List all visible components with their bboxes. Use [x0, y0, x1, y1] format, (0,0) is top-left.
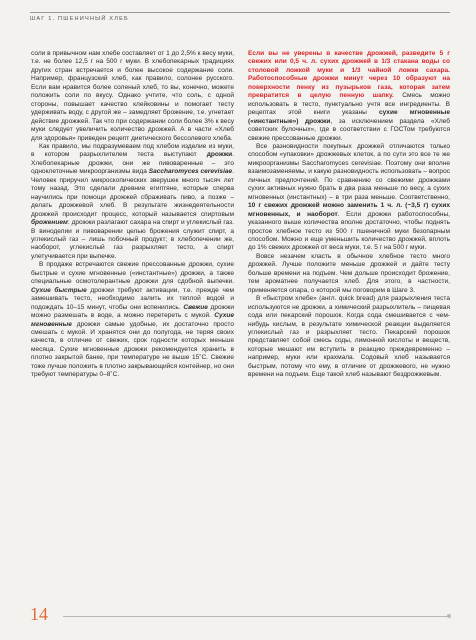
emphasized-text: Сухие быстрые	[31, 286, 87, 294]
emphasized-text: брожением	[31, 219, 68, 227]
emphasized-text: Saccharomyces cerevisiae	[148, 168, 233, 176]
body-text: соли в привычном нам хлебе составляет от 1 до 2,5% к весу муки, т.е. не более 12,5 г на 500 г муки. В хлебопекарных традициях других стран встречается и более высокое содержание соли. Например, французский хлеб, как правило, солонее русского. Если вам нравится более соленый хлеб, то вы, конечно, можете положить соли по вкусу. Однако учтите, что соль, с одной стороны, повышает качество клейковины и помогает тесту удерживать воду, с другой же – замедляет брожение, т.е. угнетает действие дрожжей. Так что при содержании соли более 3% к весу муки следует увеличить количество дрожжей. А в части «Хлеб для здоровья» приведен рецепт диетического бессолевого хлеба.	[31, 50, 234, 142]
paragraph	[31, 50, 234, 143]
body-text: . Хлебопекарные дрожжи, они же пивоваренные – это одноклеточные микроорганизмы вида	[31, 151, 234, 176]
header-rule	[30, 12, 450, 13]
body-text: В продаже встречаются свежие прессованные дрожжи, сухие быстрые и сухие мгновенные («инстантные») дрожжи, а также специальные осмотолерантные дрожжи для сдобной выпечки.	[31, 261, 234, 286]
body-text: Все разновидности покупных дрожжей отличаются только способом «упаковки» дрожжевых клеток, а по сути это все те же микроорганизмы Saccharomyces cerevisiae. Поэтому они вполне взаимозаменяемы, и какую разновидность использовать – вопрос личных предпочтений. По сравнению со свежими дрожжами сухих активных нужно брать в два раза меньше по весу, а сухих мгновенных (инстантных) – в три раза меньше. Соответственно,	[248, 142, 450, 201]
body-text: Смесь можно использовать в тесто, пунктуально учтя все ингредиенты. В рецептах этой книги указаны	[248, 92, 450, 117]
paragraph	[31, 261, 234, 379]
page-number: 14	[30, 604, 48, 624]
body-text: дрожжи самые удобные, их достаточно просто смешать с мукой. И хранятся они до полугода, не теряя своих качеств, в отличие от свежих, срок годности которых меньше месяца. Сухие мгновенные дрожжи рекомендуется хранить в плотно закрытой банке, при температуре не выше 15˚С. Свежие тоже лучше положить в плотно закрывающийся контейнер, но они требуют температуры 0–8˚С.	[31, 320, 234, 379]
footer-dot	[447, 614, 451, 618]
paragraph	[248, 143, 450, 253]
left-column	[31, 50, 234, 380]
paragraph	[248, 50, 450, 143]
emphasized-text: Свежие	[183, 303, 208, 311]
footer-rule	[63, 616, 451, 617]
body-text: Как правило, мы подразумеваем под хлебом изделие из муки, в котором разрыхлителем теста выступают	[31, 142, 234, 159]
body-text: . Человек приручил микроскопических зверушек много тысяч лет тому назад. Это сделали древние египтяне, которые сперва научились при помощи дрожжей сбраживать пиво, а позже – делать дрожжевой хлеб. В результате жизнедеятельности дрожжей происходит процесс, который называется спиртовым	[31, 168, 234, 218]
emphasized-text: дрожжи	[206, 151, 233, 159]
running-head: ШАГ 1. ПШЕНИЧНЫЙ ХЛЕБ	[30, 16, 129, 22]
body-text: : дрожжи разлагают сахара на спирт и углекислый газ. В виноделии и пивоварении целью брожения служит спирт, а углекислый газ – лишь побочный продукт; в хлебопечении же, наоборот, углекислый газ разрыхляет тесто, а спирт улетучивается при выпечке.	[31, 219, 234, 260]
emphasized-text: 10 г свежих дрожжей можно заменить 1 ч. л. (~3,5 г) сухих мгновенных, и наоборот	[248, 202, 450, 218]
body-text: . Если дрожжи работоспособны, указанного выше количества вполне достаточно, чтобы поднять простое хлебное тесто из 500 г пшеничной муки безопарным способом. Можно и еще уменьшить количество дрожжей, вплоть до 1% свежих дрожжей от веса муки, т.е. 5 г на 500 г муки.	[248, 210, 450, 252]
highlighted-tip-text: Если вы не уверены в качестве дрожжей, разведите 5 г свежих или 0,5 ч. л. сухих дрожжей в 1/3 стакана воды со столовой ложкой муки и 1/3 чайной ложки сахара. Работоспособные дрожжи минут через 10 образуют на поверхности пенку из пузырьков газа, которая затем превратится в целую пенную шапку.	[248, 50, 450, 100]
paragraph	[248, 253, 450, 295]
body-text: В «быстром хлебе» (англ. quick bread) для разрыхления теста используются не дрожжи, а химический разрыхлитель – пищевая сода или пекарский порошок. Когда сода смешивается с чем-нибудь кислым, в результате химической реакции выделяется углекислый газ и разрыхляет тесто. Пекарский порошок представляет собой смесь соды, лимонной кислоты и веществ, которые мешают им вступить в реакцию преждевременно – например, муки или крахмала. Содовый хлеб называется быстрым, потому что ему, в отличие от дрожжевого, не нужно времени на подъем. Еще такой хлеб называют бездрожжевым.	[248, 295, 450, 379]
body-text: дрожжи требуют активации, т.е. прежде чем замешивать тесто, необходимо залить их теплой водой и подождать 10–15 минут, чтобы они вспенились.	[31, 286, 234, 311]
paragraph	[248, 295, 450, 380]
body-text: Вовсе незачем класть в обычное хлебное тесто много дрожжей. Лучше положите меньше дрожжей и дайте тесту больше времени на подъем. Чем дольше происходит брожение, тем ароматнее получается хлеб. Для этого, в частности, применяется опара, о которой мы поговорим в Шаге 3.	[248, 252, 450, 294]
body-text: дрожжи можно размешать в воде, а можно перетереть с мукой.	[31, 303, 235, 320]
body-text: , за исключением раздела «Хлеб советских булочных», где в соответствии с ГОСТом требуются свежие прессованные дрожжи.	[248, 117, 450, 142]
emphasized-text: сухие мгновенные («инстантные») дрожжи	[248, 109, 450, 125]
paragraph	[31, 143, 234, 261]
emphasized-text: Сухие мгновенные	[31, 312, 234, 328]
right-column	[248, 50, 450, 380]
